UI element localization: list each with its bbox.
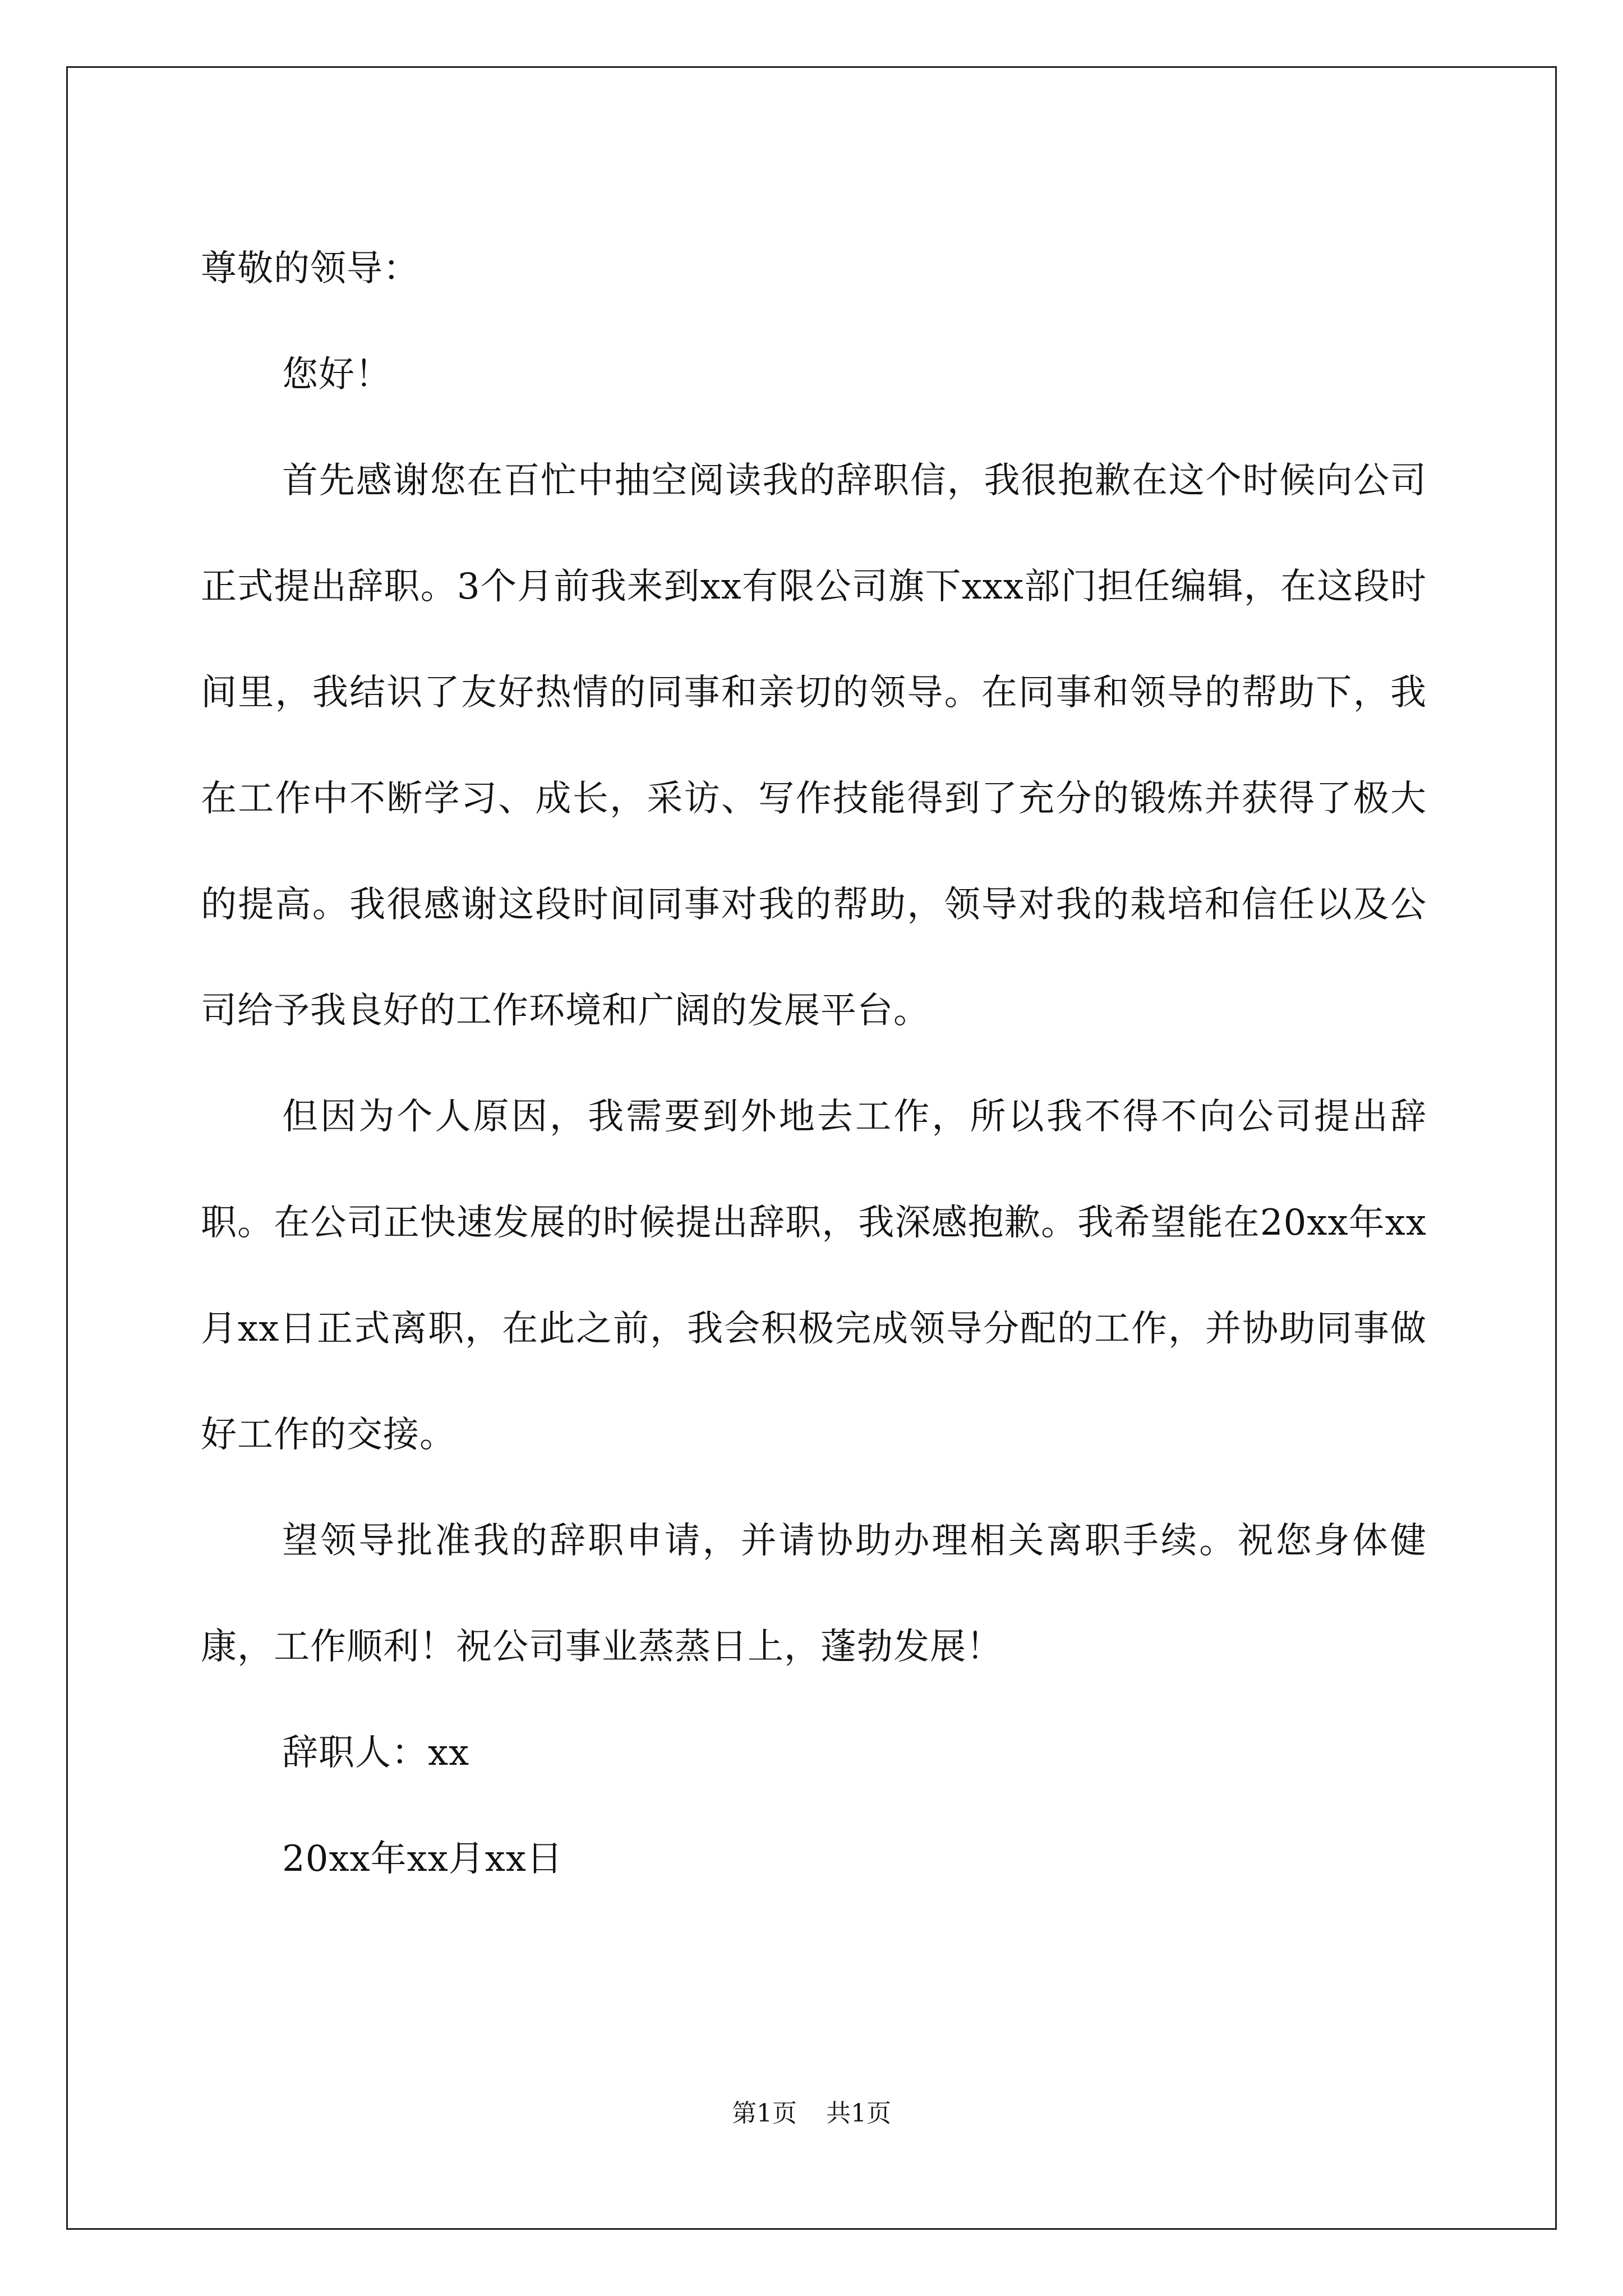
greeting: 您好！ [282,354,391,395]
page-footer [0,2098,1623,2129]
signature: 辞职人：xx [282,1732,470,1774]
paragraph-reason: 但因为个人原因，我需要到外地去工作，所以我不得不向公司提出辞职。在公司正快速发展的时候提出辞职，我深感抱歉。我希望能在20xx年xx月xx日正式离职，在此之前，我会积极完成领导分配的工作，并协助同事做好工作的交接。 [201,1096,1427,1456]
paragraph-gratitude: 首先感谢您在百忙中抽空阅读我的辞职信，我很抱歉在这个时候向公司正式提出辞职。3个月前我来到xx有限公司旗下xxx部门担任编辑，在这段时间里，我结识了友好热情的同事和亲切的领导。在同事和领导的帮助下，我在工作中不断学习、成长，采访、写作技能得到了充分的锻炼并获得了极大的提高。我很感谢这段时间同事对我的帮助，领导对我的栽培和信任以及公司给予我良好的工作环境和广阔的发展平台。 [201,460,1427,1032]
salutation: 尊敬的领导： [201,248,419,289]
page-number-current: 第1页 [732,2099,797,2128]
page-number-total: 共1页 [826,2099,891,2128]
letter-date: 20xx年xx月xx日 [282,1838,563,1880]
paragraph-request: 望领导批准我的辞职申请，并请协助办理相关离职手续。祝您身体健康，工作顺利！祝公司事业蒸蒸日上，蓬勃发展！ [201,1520,1427,1668]
letter-body [201,216,1427,1912]
